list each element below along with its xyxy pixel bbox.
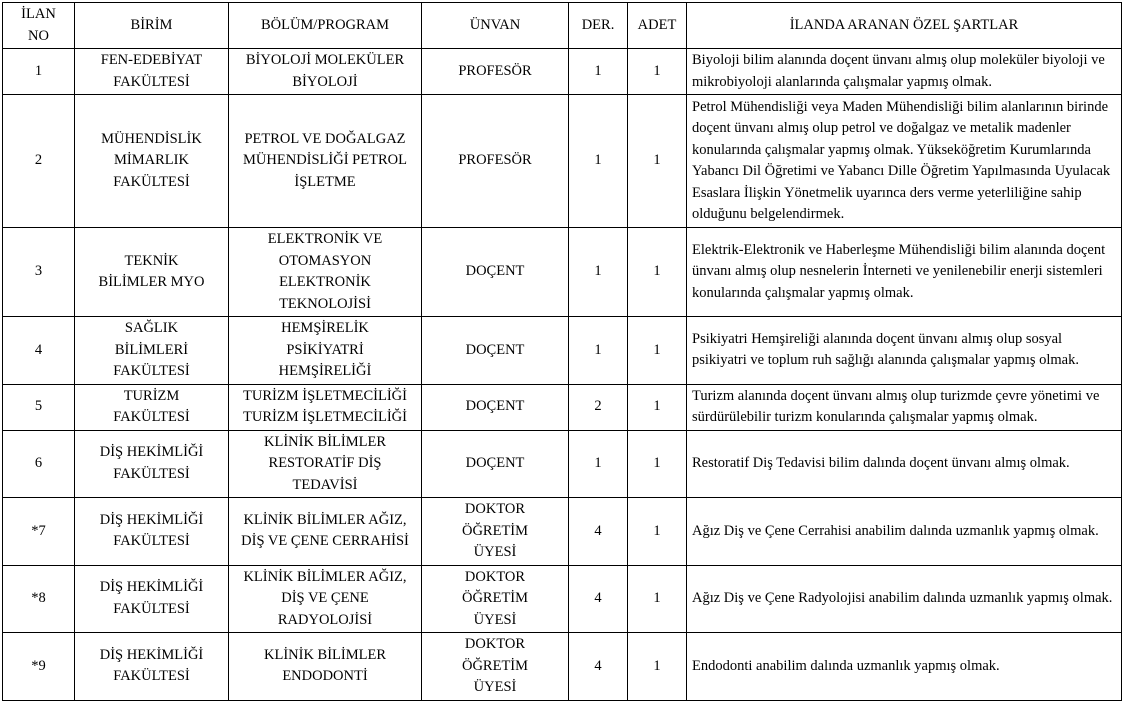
cell-sartlar: Ağız Diş ve Çene Radyolojisi anabilim dalında uzmanlık yapmış olmak. xyxy=(687,565,1122,633)
header-der: DER. xyxy=(569,3,628,49)
cell-der: 4 xyxy=(569,565,628,633)
cell-der: 1 xyxy=(569,95,628,228)
cell-ilan-no: 3 xyxy=(3,228,75,317)
header-unvan: ÜNVAN xyxy=(422,3,569,49)
cell-sartlar: Petrol Mühendisliği veya Maden Mühendisliği bilim alanlarının birinde doçent ünvanı almış olup petrol ve doğalgaz ve metalik madenler konularında çalışmalar yapmış olmak. Yükseköğretim Kurumlarında Yabancı Dil Öğretimi ve Yabancı Dille Öğretim Yapılmasında Uyulacak Esaslara İlişkin Yönetmelik uyarınca ders verme yeterliliğine sahip olduğunu belgelendirmek. xyxy=(687,95,1122,228)
cell-birim: TURİZM FAKÜLTESİ xyxy=(75,384,229,430)
cell-bolum: KLİNİK BİLİMLER AĞIZ, DİŞ VE ÇENE CERRAHİSİ xyxy=(229,498,422,566)
cell-adet: 1 xyxy=(628,228,687,317)
cell-ilan-no: 5 xyxy=(3,384,75,430)
header-adet: ADET xyxy=(628,3,687,49)
table-row xyxy=(3,430,1122,498)
header-row xyxy=(3,3,1122,49)
cell-der: 2 xyxy=(569,384,628,430)
cell-adet: 1 xyxy=(628,49,687,95)
cell-ilan-no: 6 xyxy=(3,430,75,498)
table-row xyxy=(3,95,1122,228)
cell-birim: TEKNİK BİLİMLER MYO xyxy=(75,228,229,317)
cell-sartlar: Psikiyatri Hemşireliği alanında doçent ünvanı almış olup sosyal psikiyatri ve toplum ruh sağlığı alanında çalışmalar yapmış olmak. xyxy=(687,317,1122,385)
cell-der: 1 xyxy=(569,49,628,95)
cell-ilan-no: *9 xyxy=(3,633,75,701)
cell-ilan-no: 2 xyxy=(3,95,75,228)
cell-unvan: PROFESÖR xyxy=(422,95,569,228)
cell-unvan: DOKTOR ÖĞRETİM ÜYESİ xyxy=(422,565,569,633)
cell-unvan: DOÇENT xyxy=(422,384,569,430)
header-birim: BİRİM xyxy=(75,3,229,49)
cell-bolum: KLİNİK BİLİMLER RESTORATİF DİŞ TEDAVİSİ xyxy=(229,430,422,498)
cell-bolum: ELEKTRONİK VE OTOMASYON ELEKTRONİK TEKNOLOJİSİ xyxy=(229,228,422,317)
cell-bolum: KLİNİK BİLİMLER AĞIZ, DİŞ VE ÇENE RADYOLOJİSİ xyxy=(229,565,422,633)
cell-bolum: HEMŞİRELİK PSİKİYATRİ HEMŞİRELİĞİ xyxy=(229,317,422,385)
cell-der: 4 xyxy=(569,633,628,701)
cell-adet: 1 xyxy=(628,384,687,430)
cell-der: 1 xyxy=(569,430,628,498)
cell-birim: FEN-EDEBİYAT FAKÜLTESİ xyxy=(75,49,229,95)
cell-der: 1 xyxy=(569,317,628,385)
table-row xyxy=(3,49,1122,95)
cell-birim: DİŞ HEKİMLİĞİ FAKÜLTESİ xyxy=(75,498,229,566)
cell-sartlar: Biyoloji bilim alanında doçent ünvanı almış olup moleküler biyoloji ve mikrobiyoloji alanlarında çalışmalar yapmış olmak. xyxy=(687,49,1122,95)
table-row xyxy=(3,565,1122,633)
cell-unvan: DOÇENT xyxy=(422,317,569,385)
cell-birim: DİŞ HEKİMLİĞİ FAKÜLTESİ xyxy=(75,633,229,701)
cell-birim: DİŞ HEKİMLİĞİ FAKÜLTESİ xyxy=(75,430,229,498)
cell-adet: 1 xyxy=(628,317,687,385)
cell-der: 4 xyxy=(569,498,628,566)
cell-adet: 1 xyxy=(628,565,687,633)
cell-birim: SAĞLIK BİLİMLERİ FAKÜLTESİ xyxy=(75,317,229,385)
cell-sartlar: Restoratif Diş Tedavisi bilim dalında doçent ünvanı almış olmak. xyxy=(687,430,1122,498)
header-bolum: BÖLÜM/PROGRAM xyxy=(229,3,422,49)
cell-adet: 1 xyxy=(628,95,687,228)
cell-ilan-no: *7 xyxy=(3,498,75,566)
cell-unvan: DOKTOR ÖĞRETİM ÜYESİ xyxy=(422,633,569,701)
job-listings-table xyxy=(2,2,1122,701)
cell-der: 1 xyxy=(569,228,628,317)
cell-unvan: PROFESÖR xyxy=(422,49,569,95)
cell-sartlar: Elektrik-Elektronik ve Haberleşme Mühendisliği bilim alanında doçent ünvanı almış olup nesnelerin İnterneti ve yenilenebilir enerji sistemleri konularında çalışmalar yapmış olmak. xyxy=(687,228,1122,317)
cell-sartlar: Ağız Diş ve Çene Cerrahisi anabilim dalında uzmanlık yapmış olmak. xyxy=(687,498,1122,566)
cell-sartlar: Turizm alanında doçent ünvanı almış olup turizmde çevre yönetimi ve sürdürülebilir turizm konularında çalışmalar yapmış olmak. xyxy=(687,384,1122,430)
cell-unvan: DOÇENT xyxy=(422,228,569,317)
cell-adet: 1 xyxy=(628,498,687,566)
cell-unvan: DOKTOR ÖĞRETİM ÜYESİ xyxy=(422,498,569,566)
cell-sartlar: Endodonti anabilim dalında uzmanlık yapmış olmak. xyxy=(687,633,1122,701)
cell-birim: DİŞ HEKİMLİĞİ FAKÜLTESİ xyxy=(75,565,229,633)
cell-birim: MÜHENDİSLİK MİMARLIK FAKÜLTESİ xyxy=(75,95,229,228)
cell-bolum: BİYOLOJİ MOLEKÜLER BİYOLOJİ xyxy=(229,49,422,95)
cell-bolum: KLİNİK BİLİMLER ENDODONTİ xyxy=(229,633,422,701)
table-row xyxy=(3,228,1122,317)
cell-ilan-no: 1 xyxy=(3,49,75,95)
header-sartlar: İLANDA ARANAN ÖZEL ŞARTLAR xyxy=(687,3,1122,49)
cell-ilan-no: *8 xyxy=(3,565,75,633)
table-row xyxy=(3,633,1122,701)
table-row xyxy=(3,317,1122,385)
cell-bolum: PETROL VE DOĞALGAZ MÜHENDİSLİĞİ PETROL İŞLETME xyxy=(229,95,422,228)
header-ilan-no: İLAN NO xyxy=(3,3,75,49)
cell-adet: 1 xyxy=(628,430,687,498)
cell-bolum: TURİZM İŞLETMECİLİĞİ TURİZM İŞLETMECİLİĞİ xyxy=(229,384,422,430)
cell-adet: 1 xyxy=(628,633,687,701)
table-row xyxy=(3,384,1122,430)
cell-unvan: DOÇENT xyxy=(422,430,569,498)
table-row xyxy=(3,498,1122,566)
cell-ilan-no: 4 xyxy=(3,317,75,385)
